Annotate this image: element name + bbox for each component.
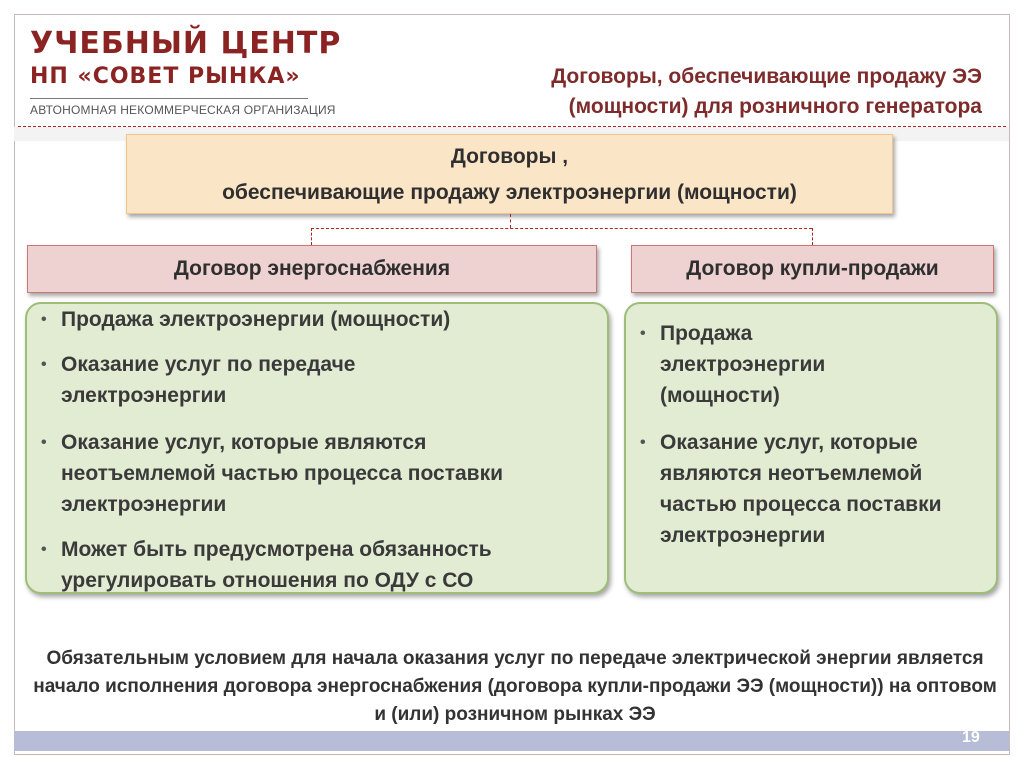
slide-title-line1: Договоры, обеспечивающие продажу ЭЭ [551, 65, 982, 88]
root-node-line1: Договоры , [450, 145, 569, 168]
logo-divider [30, 98, 308, 99]
connector-vertical-right [812, 228, 813, 245]
right-items-box [624, 302, 998, 594]
logo-subtitle: НП «СОВЕТ РЫНКА» [30, 64, 301, 89]
slide-title-line2: (мощности) для розничного генератора [568, 95, 982, 118]
slide-title [422, 62, 982, 122]
connector-horizontal [311, 228, 812, 229]
left-category-header: Договор энергоснабжения [27, 245, 597, 293]
page-number: 19 [962, 729, 980, 746]
list-item: • Продажа электроэнергии (мощности) [626, 318, 860, 411]
list-item: • Оказание услуг, которые являются неотъемлемой частью процесса поставки электроэнергии [27, 427, 511, 520]
header-divider [18, 126, 1006, 127]
root-node [126, 134, 893, 214]
bottom-bar [14, 731, 1009, 751]
list-item: • Продажа электроэнергии (мощности) [27, 304, 599, 335]
list-item: • Оказание услуг по передаче электроэнергии [27, 349, 461, 411]
connector-vertical-root [510, 214, 511, 228]
footer-note: Обязательным условием для начала оказания услуг по передаче электрической энергии является начало исполнения договора энергоснабжения (договора купли-продажи ЭЭ (мощности)) на оптовом и (или) розничном рынках ЭЭ [33, 648, 997, 725]
list-item: • Оказание услуг, которые являются неотъемлемой частью процесса поставки электроэнергии [626, 427, 980, 551]
logo-caption: АВТОНОМНАЯ НЕКОММЕРЧЕСКАЯ ОРГАНИЗАЦИЯ [30, 103, 336, 117]
left-items-box [25, 302, 609, 594]
connector-vertical-left [311, 228, 312, 245]
root-node-line2: обеспечивающие продажу электроэнергии (мощности) [222, 181, 797, 204]
right-category-header: Договор купли-продажи [631, 245, 994, 293]
logo-title: УЧЕБНЫЙ ЦЕНТР [30, 26, 342, 61]
list-item: • Может быть предусмотрена обязанность урегулировать отношения по ОДУ с СО [27, 534, 599, 596]
